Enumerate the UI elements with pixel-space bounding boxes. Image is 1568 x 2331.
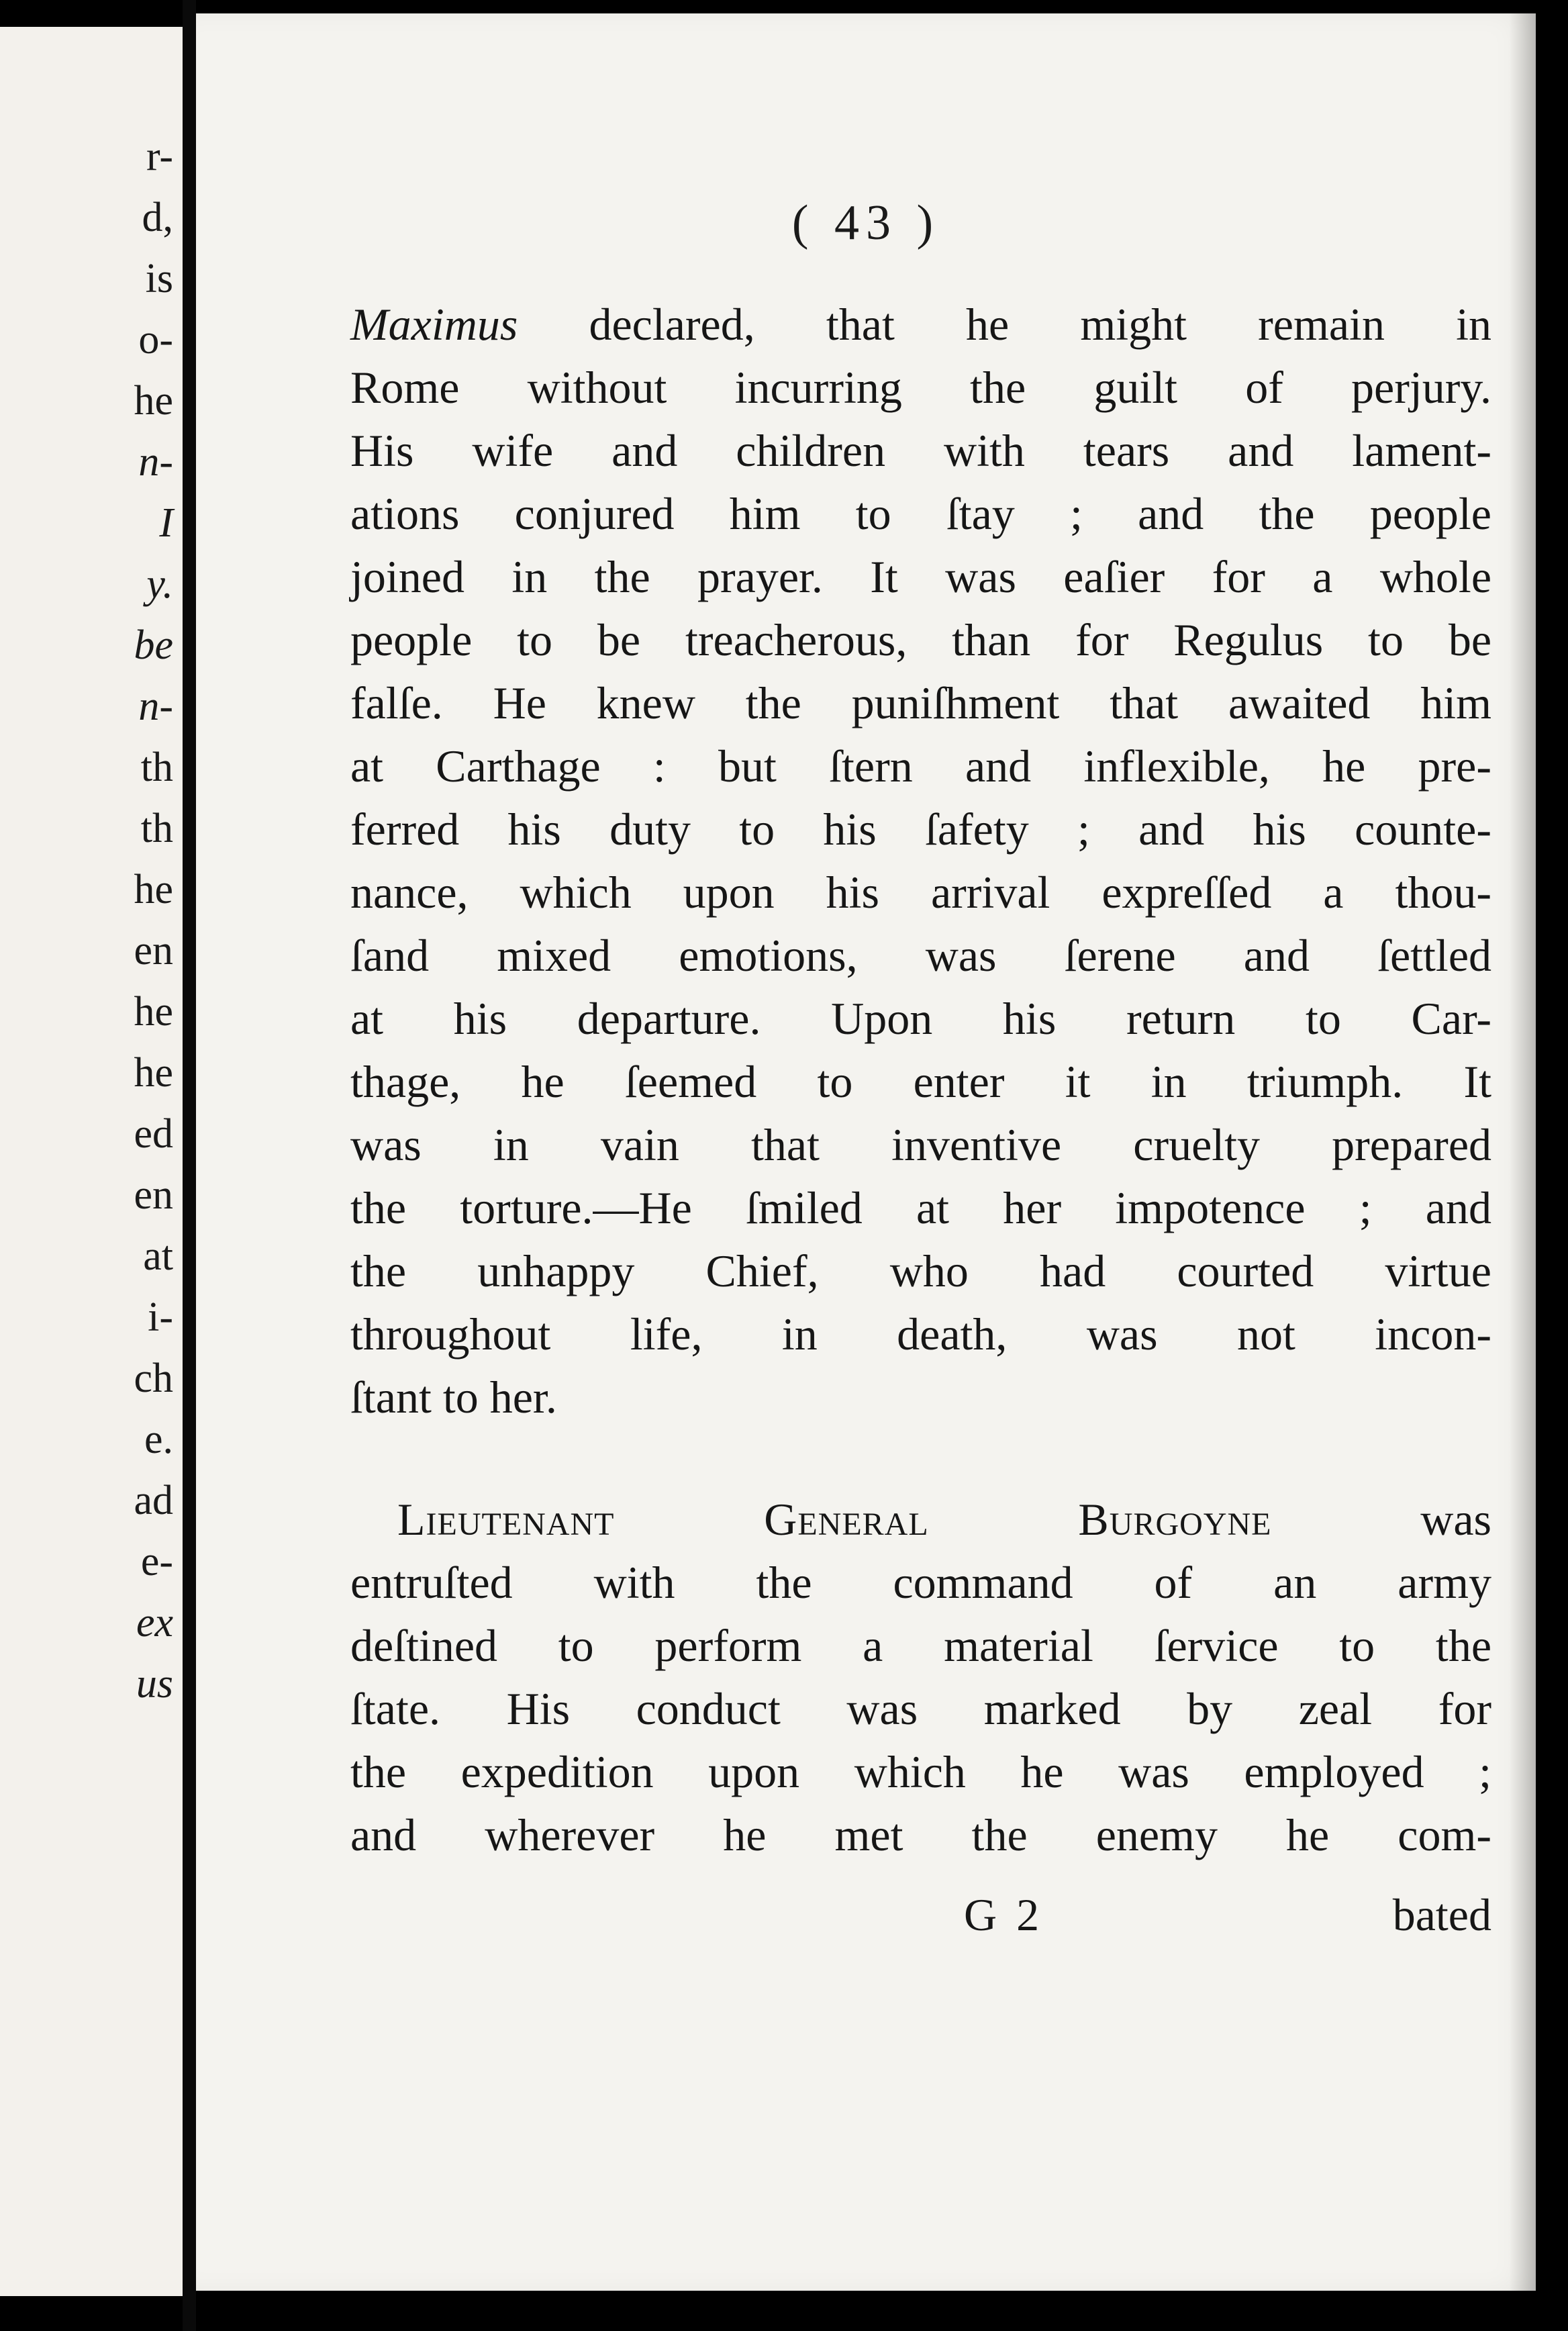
left-page-fragment: n- [138,439,173,485]
left-page-fragment: be [134,622,173,668]
left-page-fragment: I [159,500,173,546]
paragraph-gap [350,1429,1491,1488]
left-page-fragment: us [136,1661,173,1707]
text-line: ſand mixed emotions, was ſerene and ſettled [350,930,1491,981]
text-line: deſtined to perform a material ſervice to the [350,1620,1491,1671]
left-page-fragment: ed [134,1111,173,1157]
left-page-fragment: n- [138,683,173,729]
italic-name: Maximus [350,299,518,350]
text-line: the torture.—He ſmiled at her impotence ; and [350,1182,1491,1233]
left-page-fragment: en [134,1172,173,1218]
text-line: the unhappy Chief, who had courted virtue [350,1245,1491,1296]
paragraph-regulus [350,293,1491,1429]
left-page-fragment: y. [146,561,173,607]
left-page-fragment: ex [136,1600,173,1646]
text-line: entruſted with the command of an army [350,1557,1491,1608]
text-line: the expedition upon which he was employed ; [350,1746,1491,1797]
left-page-fragment: en [134,928,173,973]
text-line: at Carthage : but ſtern and inflexible, he pre- [350,741,1491,792]
page-number: ( 43 ) [791,195,940,250]
text-line: and wherever he met the enemy he com- [350,1809,1491,1860]
text-line: ferred his duty to his ſafety ; and his counte- [350,804,1491,855]
left-page-fragment: he [134,378,173,424]
left-page-fragment: at [143,1233,173,1279]
book-page [196,13,1536,2291]
text-line: at his departure. Upon his return to Car- [350,993,1491,1044]
text-line: ations conjured him to ſtay ; and the people [350,488,1491,539]
book-gutter [183,0,196,2331]
page-footer [350,1881,1491,1948]
left-facing-page [0,27,183,2296]
left-page-fragment: he [134,989,173,1035]
left-page-fragment: th [140,745,173,790]
left-page-fragment: th [140,806,173,851]
left-page-fragment: d, [142,195,173,240]
page-edge-shadow [1509,13,1536,2291]
left-page-fragment: ch [134,1355,173,1401]
text-line: throughout life, in death, was not incon- [350,1309,1491,1360]
left-page-fragment: e. [144,1417,173,1462]
left-page-fragment: he [134,867,173,912]
left-page-fragment: he [134,1050,173,1096]
small-caps-lead: Lieutenant General Burgoyne [397,1494,1272,1545]
text-line [350,1488,1491,1551]
page-text-block [350,293,1491,1866]
text-line: ſtant to her. [350,1372,557,1423]
paragraph-burgoyne [350,1488,1491,1866]
text-line: was in vain that inventive cruelty prepared [350,1119,1491,1170]
text-line: nance, which upon his arrival expreſſed a thou- [350,867,1491,918]
text-line-rest: was [1271,1494,1491,1545]
left-page-fragment: o- [138,317,173,363]
text-line-rest: declared, that he might remain in [518,299,1491,350]
left-page-fragment: i- [148,1294,173,1340]
text-line: His wife and children with tears and lament- [350,425,1491,476]
text-line: falſe. He knew the puniſhment that awaited him [350,677,1491,728]
text-line: people to be treacherous, than for Regulus to be [350,614,1491,665]
left-page-fragment: ad [134,1478,173,1523]
signature-mark: G 2 [964,1889,1044,1940]
text-line: Rome without incurring the guilt of perjury. [350,362,1491,413]
left-page-fragment: is [145,256,173,301]
text-line: thage, he ſeemed to enter it in triumph. It [350,1056,1491,1107]
left-page-fragment: e- [140,1539,173,1584]
catchword: bated [1392,1889,1491,1940]
text-line: ſtate. His conduct was marked by zeal for [350,1683,1491,1734]
left-page-text-fragments [0,27,183,2296]
left-page-fragment: r- [146,134,173,179]
text-line [350,293,1491,356]
text-line: joined in the prayer. It was eaſier for a whole [350,551,1491,602]
